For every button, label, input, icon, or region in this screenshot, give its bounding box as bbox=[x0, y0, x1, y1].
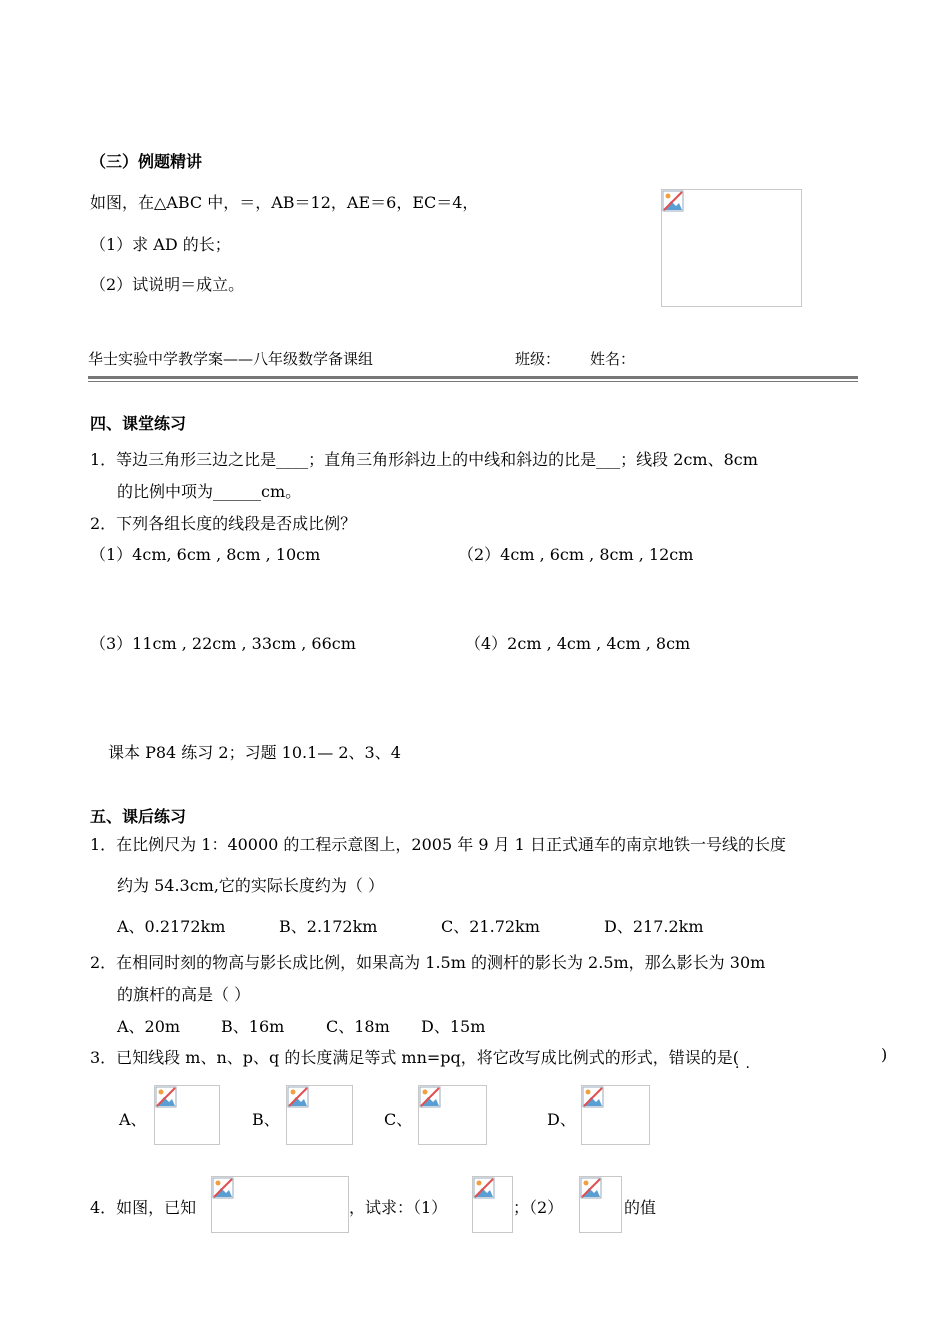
exercise-4-part-2-image bbox=[579, 1176, 622, 1233]
broken-image-icon bbox=[419, 1086, 441, 1108]
practice-2-option-3: （3）11cm , 22cm , 33cm , 66cm bbox=[90, 634, 356, 653]
example-figure-image bbox=[661, 189, 802, 307]
exercise-1-choice-a: A、0.2172km bbox=[117, 917, 226, 936]
exercise-1-choice-b: B、2.172km bbox=[279, 917, 378, 936]
exercise-3-close-paren: ) bbox=[881, 1045, 888, 1064]
practice-2-option-1: （1）4cm, 6cm , 8cm , 10cm bbox=[90, 545, 321, 564]
exercise-2-choice-a: A、20m bbox=[117, 1017, 181, 1036]
exercise-3-image-c bbox=[418, 1085, 487, 1145]
exercise-1-line-2: 约为 54.3cm,它的实际长度约为（ ） bbox=[117, 876, 385, 895]
exercise-4-middle: ，试求：（1） bbox=[349, 1198, 448, 1217]
practice-2-option-2: （2）4cm , 6cm , 8cm , 12cm bbox=[458, 545, 694, 564]
exercise-1-line-1: 1．在比例尺为 1：40000 的工程示意图上，2005 年 9 月 1 日正式通车的南京地铁一号线的长度 bbox=[90, 835, 786, 854]
exercise-3-label-c: C、 bbox=[384, 1110, 413, 1129]
section-3-title: （三）例题精讲 bbox=[90, 152, 203, 171]
exercise-3-label-b: B、 bbox=[252, 1110, 280, 1129]
header-name-label: 姓名： bbox=[590, 350, 636, 368]
exercise-3: 3．已知线段 m、n、p、q 的长度满足等式 mn=pq，将它改写成比例式的形式，错误的是( bbox=[90, 1048, 740, 1067]
broken-image-icon bbox=[212, 1177, 234, 1199]
exercise-4-part-1-image bbox=[472, 1176, 513, 1233]
header-divider-thin bbox=[88, 381, 858, 382]
exercise-3-label-a: A、 bbox=[119, 1110, 147, 1129]
practice-1-line-2: 的比例中项为______cm。 bbox=[117, 482, 302, 501]
exercise-3-image-b bbox=[286, 1085, 353, 1145]
exercise-3-image-d bbox=[581, 1085, 650, 1145]
header-divider-thick bbox=[88, 376, 858, 379]
broken-image-icon bbox=[662, 190, 684, 212]
broken-image-icon bbox=[582, 1086, 604, 1108]
exercise-4-separator: ；（2） bbox=[513, 1198, 564, 1217]
exercise-2-line-2: 的旗杆的高是（ ） bbox=[117, 985, 251, 1004]
practice-2-option-4: （4）2cm , 4cm , 4cm , 8cm bbox=[465, 634, 691, 653]
exercise-3-image-a bbox=[154, 1085, 220, 1145]
exercise-4-suffix: 的值 bbox=[624, 1198, 657, 1217]
section-5-title: 五、课后练习 bbox=[90, 807, 187, 826]
exercise-2-choice-d: D、15m bbox=[421, 1017, 486, 1036]
broken-image-icon bbox=[473, 1177, 495, 1199]
example-question-1: （1）求 AD 的长； bbox=[90, 235, 231, 254]
exercise-4-prefix: 4．如图，已知 bbox=[90, 1198, 197, 1217]
practice-1-line-1: 1．等边三角形三边之比是____；直角三角形斜边上的中线和斜边的比是___；线段 2cm、8cm bbox=[90, 450, 758, 469]
practice-2: 2．下列各组长度的线段是否成比例？ bbox=[90, 514, 357, 533]
exercise-4-given-image bbox=[211, 1176, 349, 1233]
homework-assignment: 课本 P84 练习 2；习题 10.1— 2、3、4 bbox=[108, 743, 401, 762]
section-4-title: 四、课堂练习 bbox=[90, 414, 187, 433]
exercise-2-line-1: 2．在相同时刻的物高与影长成比例，如果高为 1.5m 的测杆的影长为 2.5m，那么影长为 30m bbox=[90, 953, 766, 972]
emphasis-dots: ·· bbox=[735, 1060, 756, 1076]
exercise-2-choice-b: B、16m bbox=[221, 1017, 285, 1036]
broken-image-icon bbox=[580, 1177, 602, 1199]
header-school: 华士实验中学教学案——八年级数学备课组 bbox=[88, 350, 374, 368]
header-class-label: 班级： bbox=[515, 350, 561, 368]
broken-image-icon bbox=[155, 1086, 177, 1108]
exercise-3-label-d: D、 bbox=[547, 1110, 576, 1129]
exercise-1-choice-c: C、21.72km bbox=[441, 917, 540, 936]
exercise-2-choice-c: C、18m bbox=[326, 1017, 390, 1036]
example-question-2: （2）试说明＝成立。 bbox=[90, 275, 245, 294]
example-statement: 如图，在△ABC 中，＝，AB＝12，AE＝6，EC＝4， bbox=[90, 193, 479, 212]
broken-image-icon bbox=[287, 1086, 309, 1108]
exercise-1-choice-d: D、217.2km bbox=[604, 917, 704, 936]
